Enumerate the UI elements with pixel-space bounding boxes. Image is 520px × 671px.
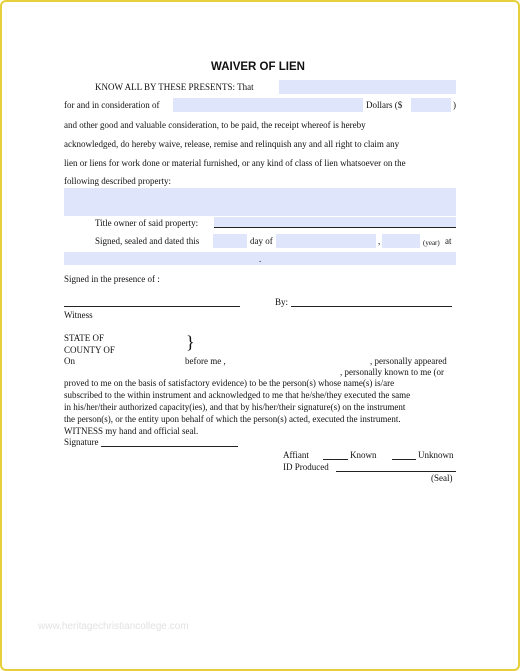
state-label: STATE OF	[64, 333, 105, 343]
unknown-check-line[interactable]	[392, 459, 416, 460]
dollars-text: Dollars ($	[366, 100, 403, 110]
county-label: COUNTY OF	[64, 345, 115, 355]
before-me-label: before me ,	[185, 356, 226, 366]
body-line-3: lien or liens for work done or material furnished, or any kind of class of lien whatsoever on the	[64, 158, 406, 168]
grantor-name-field[interactable]	[279, 80, 456, 94]
signed-dated-label: Signed, sealed and dated this	[95, 236, 200, 246]
title-owner-label: Title owner of said property:	[95, 218, 199, 228]
consideration-text: for and in consideration of	[64, 100, 160, 110]
day-of-label: day of	[250, 236, 273, 246]
body-line-2: acknowledged, do hereby waive, release, remise and relinquish any and all right to claim any	[64, 139, 400, 149]
body-line-4: following described property:	[64, 176, 171, 186]
known-check-line[interactable]	[323, 459, 348, 460]
notary-line-3: in his/her/their authorized capacity(ies), and that by his/her/their signature(s) on the instrument	[64, 402, 406, 412]
year-field[interactable]	[382, 234, 420, 248]
comma-text: ,	[378, 236, 381, 246]
witness-signature-line[interactable]	[64, 306, 240, 307]
know-all-text: KNOW ALL BY THESE PRESENTS: That	[95, 82, 254, 92]
personally-known-label: , personally known to me (or	[340, 367, 444, 377]
personally-appeared-label: , personally appeared	[370, 356, 447, 366]
year-label: (year)	[423, 239, 440, 247]
seal-label: (Seal)	[431, 473, 453, 483]
body-line-1: and other good and valuable consideration, to be paid, the receipt whereof is hereby	[64, 120, 366, 130]
signature-label: Signature	[64, 437, 99, 447]
notary-line-4: the person(s), or the entity upon behalf of which the person(s) acted, executed the instrument.	[64, 414, 401, 424]
paren-close-text: )	[453, 100, 456, 110]
day-field[interactable]	[213, 234, 247, 248]
unknown-label: Unknown	[418, 450, 454, 460]
by-label: By:	[275, 297, 289, 307]
on-label: On	[64, 356, 75, 366]
known-label: Known	[350, 450, 377, 460]
notary-line-1: proved to me on the basis of satisfactory evidence) to be the person(s) whose name(s) is/are	[64, 378, 395, 388]
watermark-text: www.heritagechristiancollege.com	[38, 621, 189, 632]
brace-symbol: }	[186, 332, 195, 352]
document-title: WAIVER OF LIEN	[211, 61, 305, 73]
notary-line-2: subscribed to the within instrument and acknowledged to me that he/she/they executed the same	[64, 390, 411, 400]
notary-line-5: WITNESS my hand and official seal.	[64, 426, 199, 436]
location-dot: .	[259, 254, 262, 264]
title-owner-underline	[214, 227, 456, 228]
id-produced-label: ID Produced	[283, 462, 329, 472]
amount-number-field[interactable]	[411, 98, 451, 112]
witness-label: Witness	[64, 310, 93, 320]
presence-label: Signed in the presence of :	[64, 274, 160, 284]
amount-words-field[interactable]	[173, 98, 363, 112]
id-produced-line[interactable]	[336, 471, 456, 472]
notary-signature-line[interactable]	[101, 446, 238, 447]
by-signature-line[interactable]	[291, 306, 452, 307]
month-field[interactable]	[276, 234, 376, 248]
property-description-field[interactable]	[64, 188, 456, 216]
at-label: at	[445, 236, 452, 246]
affiant-label: Affiant	[283, 450, 309, 460]
